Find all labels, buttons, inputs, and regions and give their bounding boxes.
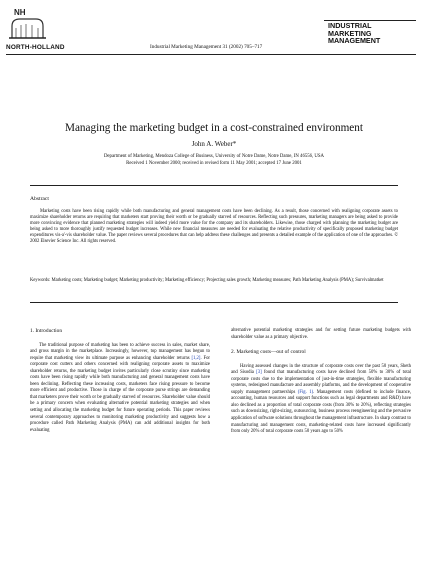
costs-paragraph [231, 364, 411, 436]
journal-title-line: INDUSTRIAL [328, 21, 372, 30]
costs-text-part: found that manufacturing costs have declined from 50% to 30% of total corporate costs due to the implementation of just-in-time strategies, flexible manufacturing systems, redesigned manufacture and assembly platforms, and the development of cooperative supply management partnerships [231, 370, 411, 395]
intro-continued-paragraph: alternative potential marketing strategies and for setting future marketing budgets with shareholder value as a primary objective. [231, 328, 411, 340]
figure-link[interactable]: (Fig. 1) [297, 389, 314, 395]
header-rule [6, 54, 416, 55]
section-heading-marketing-costs: 2. Marketing costs—out of control [231, 349, 306, 356]
left-column [30, 328, 210, 442]
journal-title [328, 22, 416, 45]
journal-title-line: MANAGEMENT [328, 36, 381, 46]
right-column [231, 328, 411, 444]
abstract-top-rule [30, 185, 398, 186]
abstract-bottom-rule [30, 302, 398, 303]
costs-text-part: Having assessed changes in the structure of corporate costs over the past 50 years, Sheth and Sisodia [231, 363, 411, 376]
article-author: John A. Weber* [191, 140, 237, 148]
article-title: Managing the marketing budget in a cost-constrained environment [65, 122, 363, 134]
received-dates: Received 1 November 2000; received in revised form 11 May 2001; accepted 17 June 2001 [126, 161, 302, 166]
journal-citation: Industrial Marketing Management 31 (2002) 705–717 [150, 44, 263, 50]
abstract-heading: Abstract [30, 196, 49, 202]
logo-text: NH [14, 8, 26, 17]
intro-paragraph [30, 343, 210, 435]
affiliation-line: Department of Marketing, Mendoza College of Business, University of Notre Dame, Notre Dame, IN 46556, USA [103, 154, 325, 159]
keywords: Keywords: Marketing costs; Marketing budget; Marketing productivity; Marketing efficiency; Projecting sales growth; Marketing measures; Path Marketing Analysis (PMA); Survivalmatket [30, 278, 384, 283]
intro-text-part: The traditional purpose of marketing has been to achieve success in sales, market share, and gross margin in the marketplace. Increasingly, however, top management has begun to require that marketing view its ultimate purpose as enhancing shareholder returns [30, 342, 210, 361]
section-heading-introduction: 1. Introduction [30, 328, 63, 334]
abstract-text: Marketing costs have been rising rapidly while both manufacturing and general management costs have been declining. As a result, those concerned with realigning corporate assets to maximize shareholder returns are requiring that marketers start proving their worth or be gradually starved of resources. Reflecting such pressures, marketing managers are being asked to provide more convincing evidence that planned marketing strategies will indeed yield more value for the company and its shareholders. Likewise, those charged with planning the marketing budget are being asked to more thoroughly justify requested budget increases. While new financial measures are needed for evaluating the relative productivity of specifically proposed marketing budget expenditures vis-a'-vis shareholder value. The paper reviews several procedures that can help address these challenges and presents a detailed example of the application of one of the approaches. © 2002 Elsevier Science Inc. All rights reserved. [30, 209, 398, 244]
publisher-name: NORTH-HOLLAND [6, 44, 65, 51]
publisher-logo-icon [6, 6, 76, 40]
costs-text-part: . Management costs (defined to include finance, accounting, human resources and support functions such as legal departments and R&D) have also declined as a proportion of total corporate costs (from 30% to 20%), reflecting strategies such as downsizing, right-sizing, outsourcing, business process reengineering and the pervasive application of software solutions throughout the management infrastructure. In sharp contrast to manufacturing and management costs, marketing-related costs have increased significantly from only 20% of total corporate costs 50 years ago to 50% [231, 389, 411, 435]
citation-link[interactable]: [3] [256, 370, 262, 376]
intro-text-part: . For corporate cost cutters and others concerned with realigning corporate assets to maximize shareholder returns, the marketing budget invites particularly close scrutiny since marketing costs have been rising rapidly while both manufacturing and general management costs have been declining. Reflecting these increasing costs, marketers face rising pressure to become more efficient and productive. Those in charge of the corporate purse strings are demanding that marketers prove their worth or be gradually starved of resources. Shareholder value should be a primary concern when evaluating alternative potential marketing strategies and when setting and allocating the marketing budget for future operating periods. This paper reviews several contemporary approaches to monitoring marketing productivity and suggests how a procedure called Path Marketing Analysis (PMA) can add additional insights for both evaluating [30, 355, 210, 433]
citation-link[interactable]: [1,2] [191, 355, 201, 361]
journal-top-rule [324, 20, 416, 21]
author-affiliation [0, 153, 428, 167]
journal-title-line: MARKETING [328, 28, 372, 38]
